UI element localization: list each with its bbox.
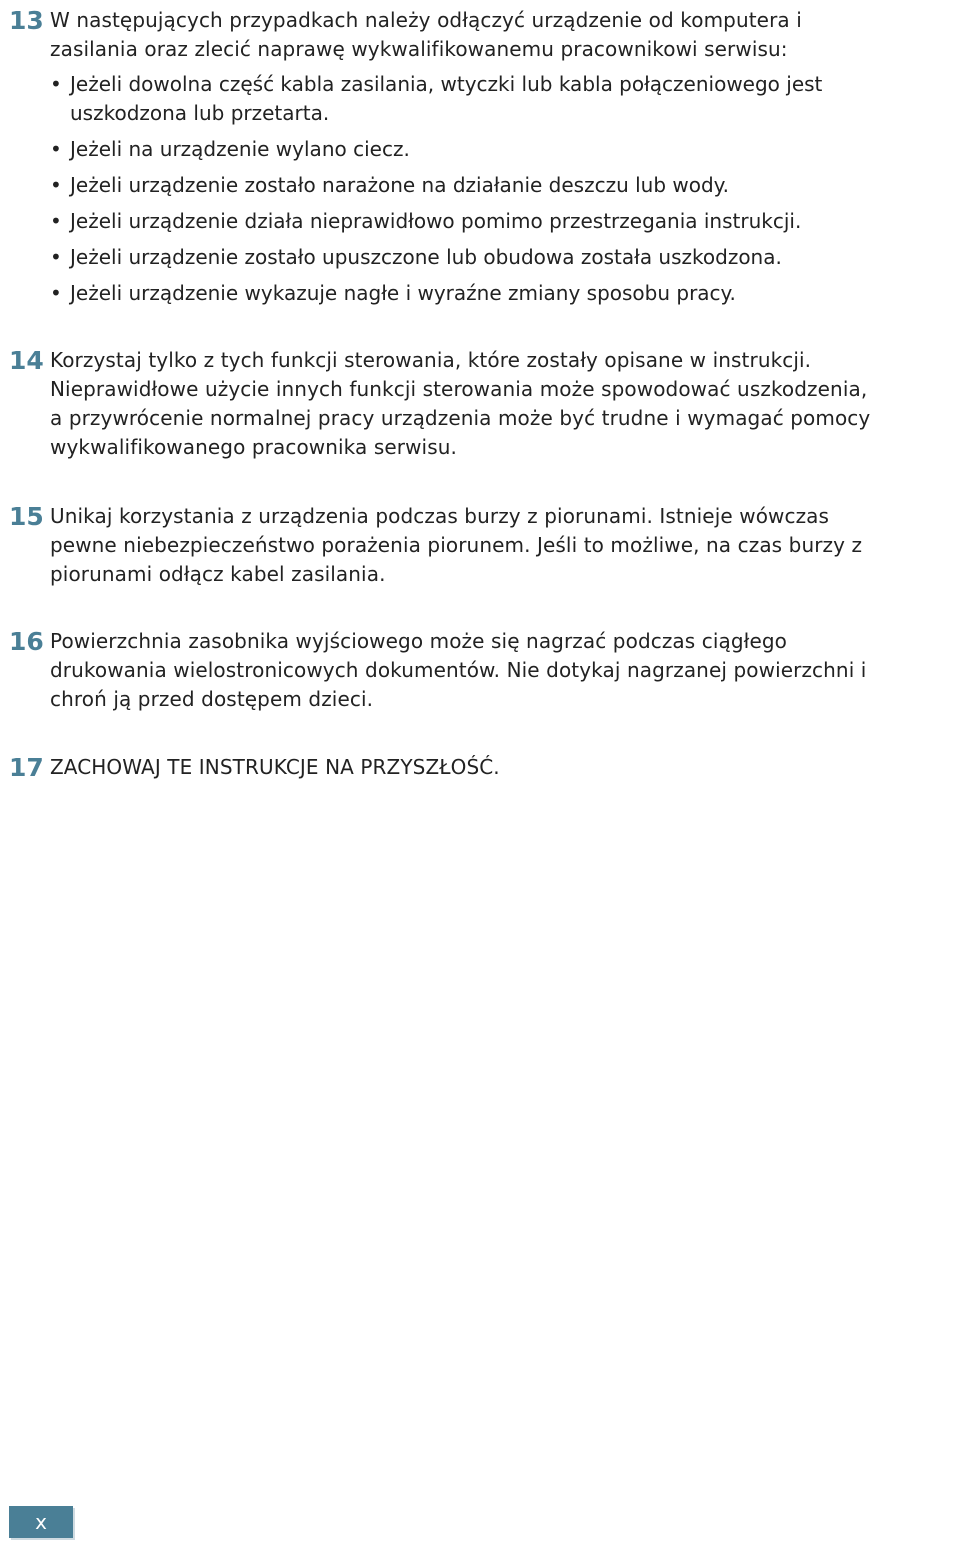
bullet-text: Jeżeli urządzenie wykazuje nagłe i wyraźne zmiany sposobu pracy. (70, 281, 736, 305)
page-number-badge: x (9, 1506, 73, 1538)
bullet-list (50, 70, 960, 308)
item-text: Korzystaj tylko z tych funkcji sterowania, które zostały opisane w instrukcji. Nieprawidłowe użycie innych funkcji sterowania może spowodować uszkodzenia, a przywrócenie normalnej pracy urządzenia może być trudne i wymagać pomocy wykwalifikowanego pracownika serwisu. (50, 348, 871, 459)
bullet-icon: • (50, 72, 62, 96)
item-text: ZACHOWAJ TE INSTRUKCJE NA PRZYSZŁOŚĆ. (50, 755, 500, 779)
bullet-text: Jeżeli dowolna część kabla zasilania, wtyczki lub kabla połączeniowego jest uszkodzona lub przetarta. (70, 72, 823, 125)
list-item (50, 243, 960, 272)
bullet-icon: • (50, 245, 62, 269)
bullet-text: Jeżeli na urządzenie wylano ciecz. (70, 137, 410, 161)
list-item (50, 135, 960, 164)
item-number: 16 (9, 627, 44, 656)
item-number: 14 (9, 346, 44, 375)
item-number: 17 (9, 753, 44, 782)
item-16 (0, 627, 960, 714)
list-item (50, 207, 960, 236)
item-text: Powierzchnia zasobnika wyjściowego może się nagrzać podczas ciągłego drukowania wielostronicowych dokumentów. Nie dotykaj nagrzanej powierzchni i chroń ją przed dostępem dzieci. (50, 629, 867, 711)
item-text: W następujących przypadkach należy odłączyć urządzenie od komputera i zasilania oraz zlecić naprawę wykwalifikowanemu pracownikowi serwisu: (50, 8, 802, 61)
bullet-text: Jeżeli urządzenie zostało narażone na działanie deszczu lub wody. (70, 173, 730, 197)
bullet-icon: • (50, 137, 62, 161)
item-17 (0, 753, 960, 782)
bullet-icon: • (50, 281, 62, 305)
item-13 (0, 6, 960, 315)
list-item (50, 70, 960, 128)
item-15 (0, 502, 960, 589)
bullet-text: Jeżeli urządzenie zostało upuszczone lub obudowa została uszkodzona. (70, 245, 782, 269)
bullet-icon: • (50, 173, 62, 197)
item-number: 13 (9, 6, 44, 35)
list-item (50, 279, 960, 308)
item-14 (0, 346, 960, 462)
item-text: Unikaj korzystania z urządzenia podczas burzy z piorunami. Istnieje wówczas pewne niebezpieczeństwo porażenia piorunem. Jeśli to możliwe, na czas burzy z piorunami odłącz kabel zasilania. (50, 504, 863, 586)
list-item (50, 171, 960, 200)
bullet-text: Jeżeli urządzenie działa nieprawidłowo pomimo przestrzegania instrukcji. (70, 209, 802, 233)
bullet-icon: • (50, 209, 62, 233)
item-number: 15 (9, 502, 44, 531)
